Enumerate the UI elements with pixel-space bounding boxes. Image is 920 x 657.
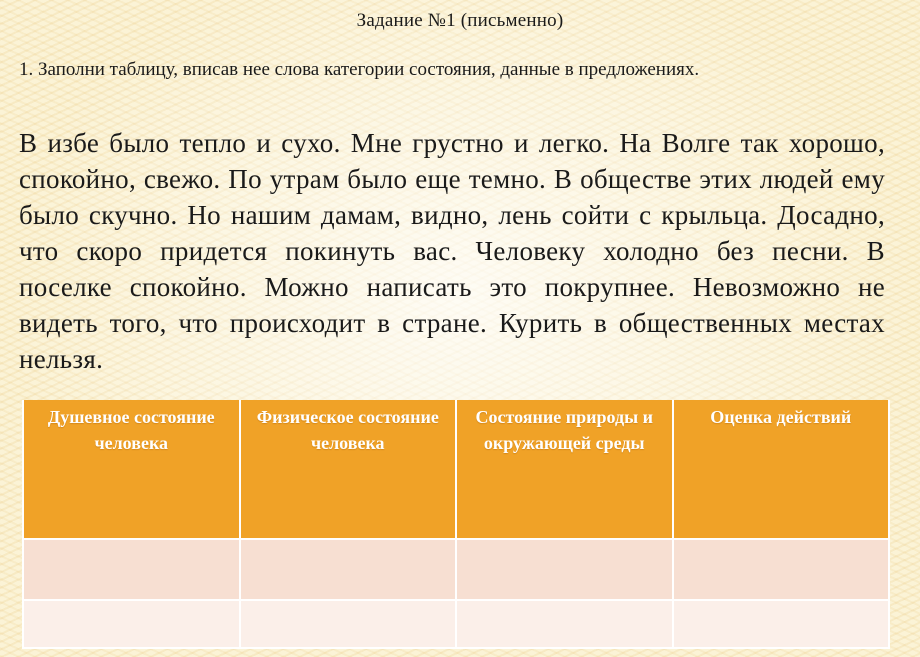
table-cell[interactable] — [240, 600, 457, 648]
header-physical-state: Физическое состояние человека — [240, 400, 457, 539]
categories-table — [22, 400, 890, 649]
header-action-assessment: Оценка действий — [673, 400, 890, 539]
table-cell[interactable] — [673, 539, 890, 600]
table-cell[interactable] — [673, 600, 890, 648]
task-instruction: 1. Заполни таблицу, вписав нее слова категории состояния, данные в предложениях. — [19, 59, 700, 80]
categories-table-container — [22, 400, 890, 649]
task-title: Задание №1 (письменно) — [356, 10, 564, 31]
table-row — [23, 539, 889, 600]
table-cell[interactable] — [456, 539, 673, 600]
table-row — [23, 600, 889, 648]
exercise-text: В избе было тепло и сухо. Мне грустно и легко. На Волге так хорошо, спокойно, свежо. По утрам было еще темно. В обществе этих людей ему было скучно. Но нашим дамам, видно, лень сойти с крыльца. Досадно, что скоро придется покинуть вас. Человеку холодно без песни. В поселке спокойно. Можно написать это покрупнее. Невозможно не видеть того, что происходит в стране. Курить в общественных местах нельзя. — [19, 128, 885, 374]
table-cell[interactable] — [23, 539, 240, 600]
header-nature-state: Состояние природы и окружающей среды — [456, 400, 673, 539]
header-emotional-state: Душевное состояние человека — [23, 400, 240, 539]
table-cell[interactable] — [456, 600, 673, 648]
table-cell[interactable] — [23, 600, 240, 648]
table-header-row — [23, 400, 889, 539]
table-cell[interactable] — [240, 539, 457, 600]
